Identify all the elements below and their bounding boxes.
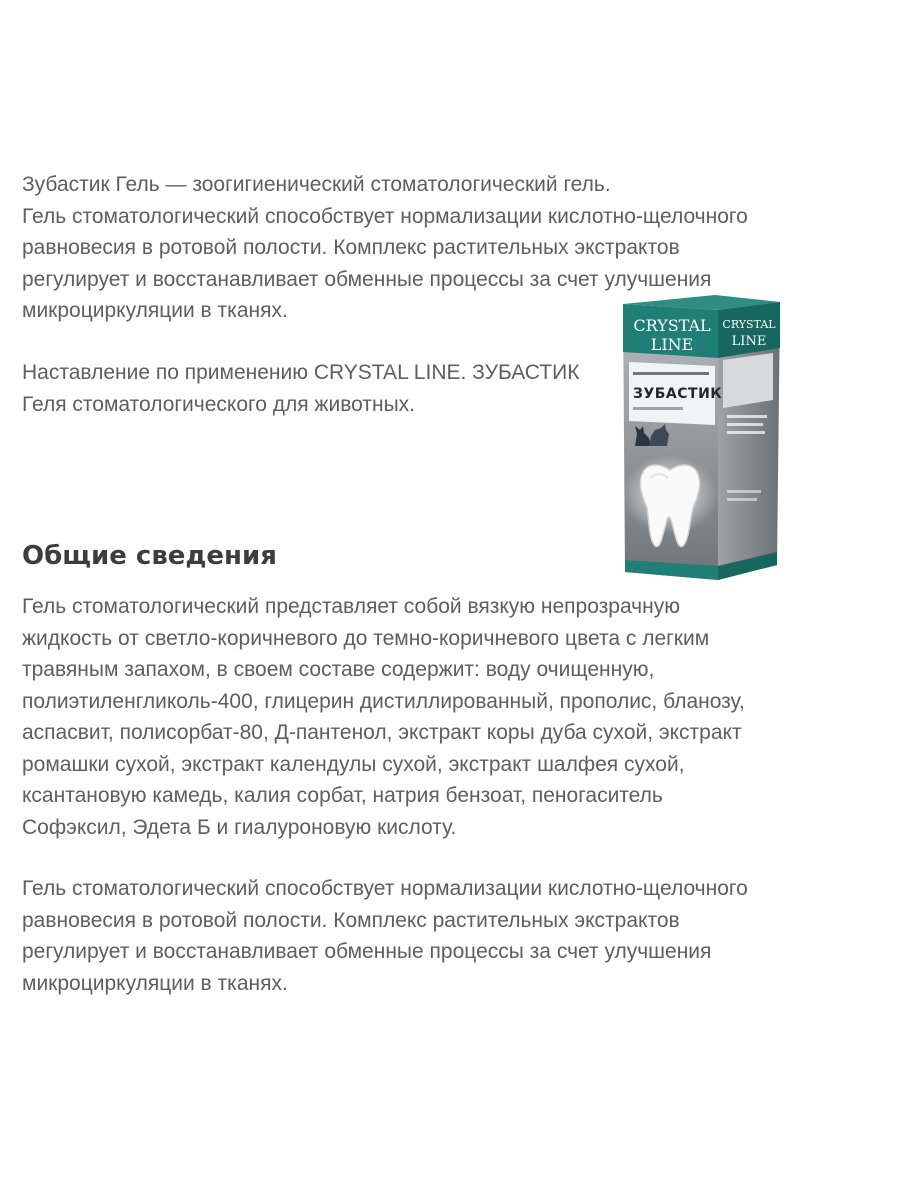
intro-line: равновесия в ротовой полости. Комплекс растительных экстрактов [22, 236, 680, 259]
intro-line: микроциркуляции в тканях. [22, 299, 288, 322]
composition-line: жидкость от светло-коричневого до темно-коричневого цвета с легким [22, 626, 710, 650]
intro-line: Гель стоматологический способствует нормализации кислотно-щелочного [22, 204, 748, 228]
effect-line: равновесия в ротовой полости. Комплекс растительных экстрактов [22, 908, 680, 932]
composition-line: аспасвит, полисорбат-80, Д-пантенол, экстракт коры дуба сухой, экстракт [22, 721, 742, 744]
section-heading: Общие сведения [22, 541, 277, 571]
brand-logo-front: CRYSTAL LINE [633, 316, 711, 354]
composition-line: Гель стоматологический представляет собой вязкую непрозрачную [22, 595, 680, 618]
effect-line: регулирует и восстанавливает обменные процессы за счет улучшения [22, 940, 712, 963]
intro-line: регулирует и восстанавливает обменные процессы за счет улучшения [22, 267, 712, 291]
product-box-image [615, 290, 790, 580]
label-text-placeholder [633, 407, 683, 410]
composition-line: полиэтиленгликоль-400, глицерин дистиллированный, прополис, бланозу, [22, 689, 745, 713]
brand-logo-side: CRYSTAL LINE [722, 318, 776, 349]
instruction-paragraph [22, 357, 579, 420]
label-text-placeholder [633, 372, 709, 375]
intro-line: Зубастик Гель — зоогигиенический стоматологический гель. [22, 173, 611, 196]
instruction-line: Наставление по применению CRYSTAL LINE. ЗУБАСТИК [22, 361, 580, 384]
composition-line: Софэксил, Эдета Б и гиалуроновую кислоту. [22, 815, 457, 839]
product-name: ЗУБАСТИК [633, 386, 723, 402]
instruction-line: Геля стоматологического для животных. [22, 392, 415, 416]
composition-line: ксантановую камедь, калия сорбат, натрия бензоат, пеногаситель [22, 784, 663, 807]
composition-paragraph [22, 591, 745, 843]
effect-line: Гель стоматологический способствует нормализации кислотно-щелочного [22, 877, 748, 900]
effect-line: микроциркуляции в тканях. [22, 971, 288, 995]
composition-line: ромашки сухой, экстракт календулы сухой, экстракт шалфея сухой, [22, 752, 685, 776]
tooth-icon [635, 460, 705, 550]
pets-silhouette-icon [631, 420, 671, 448]
composition-line: травяным запахом, в своем составе содержит: воду очищенную, [22, 658, 655, 681]
effect-paragraph [22, 873, 748, 999]
